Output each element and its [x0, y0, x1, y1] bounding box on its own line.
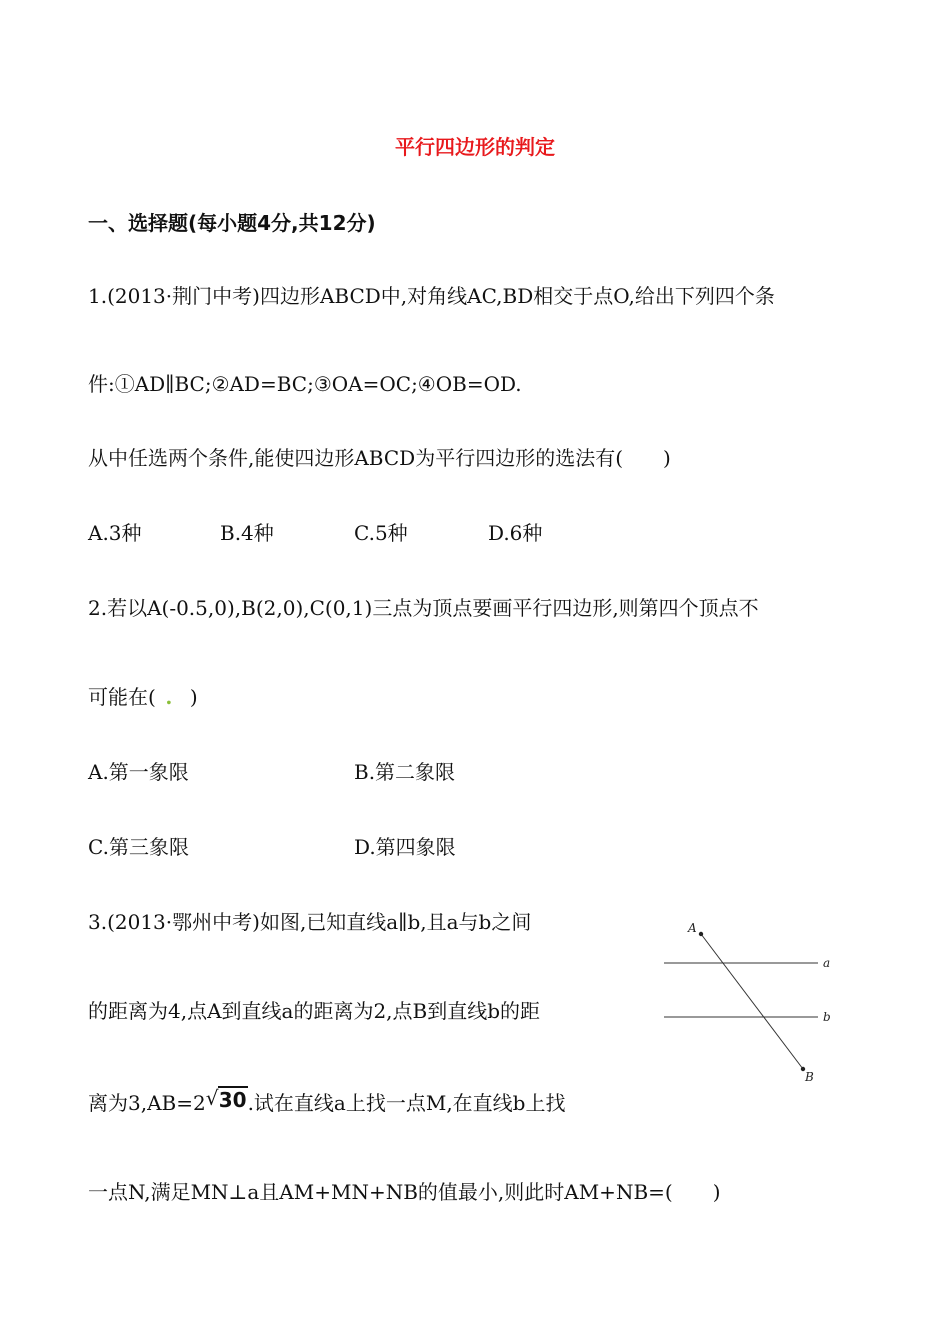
q1-line-1: 1.(2013·荆门中考)四边形ABCD中,对角线AC,BD相交于点O,给出下列四个条	[88, 284, 775, 308]
radical-sign: √	[205, 1086, 219, 1110]
q1-line-2: 件:①AD∥BC;②AD=BC;③OA=OC;④OB=OD.	[88, 372, 522, 396]
q3-line-2: 的距离为4,点A到直线a的距离为2,点B到直线b的距	[88, 999, 541, 1023]
q1-line-3: 从中任选两个条件,能使四边形ABCD为平行四边形的选法有( )	[88, 446, 671, 470]
q1-option-d: D.6种	[488, 521, 543, 545]
q1-option-a: A.3种	[88, 521, 142, 545]
q2-line-1: 2.若以A(-0.5,0),B(2,0),C(0,1)三点为顶点要画平行四边形,则第四个顶点不	[88, 596, 759, 620]
q1-option-c: C.5种	[354, 521, 408, 545]
point-a	[699, 932, 703, 936]
parallel-lines-figure	[650, 912, 850, 1087]
q3-line-3	[88, 1088, 565, 1115]
q2-option-d: D.第四象限	[354, 835, 456, 859]
line-b-label: b	[823, 1010, 831, 1024]
q1-option-b: B.4种	[220, 521, 274, 545]
q3-line-3-suffix: .试在直线a上找一点M,在直线b上找	[247, 1091, 566, 1115]
page-title: 平行四边形的判定	[395, 135, 555, 159]
q2-line-2	[88, 685, 198, 709]
q3-line-1: 3.(2013·鄂州中考)如图,已知直线a∥b,且a与b之间	[88, 910, 532, 934]
answer-blank-dot: .	[165, 685, 173, 709]
q3-line-4: 一点N,满足MN⊥a且AM+MN+NB的值最小,则此时AM+NB=( )	[88, 1180, 721, 1204]
point-b-label: B	[805, 1070, 814, 1084]
q2-option-c: C.第三象限	[88, 835, 189, 859]
q2-option-b: B.第二象限	[354, 760, 456, 784]
q3-line-3-prefix: 离为3,AB=2	[88, 1091, 206, 1115]
line-a-label: a	[823, 956, 831, 970]
segment-ab	[701, 934, 803, 1069]
sqrt-radicand: 30	[218, 1088, 247, 1112]
q2-line-2-suffix: )	[189, 685, 198, 709]
section-heading: 一、选择题(每小题4分,共12分)	[88, 211, 376, 235]
q2-option-a: A.第一象限	[88, 760, 189, 784]
q2-line-2-prefix: 可能在(	[88, 685, 156, 709]
point-a-label: A	[688, 921, 697, 935]
sqrt-expression	[206, 1088, 248, 1112]
